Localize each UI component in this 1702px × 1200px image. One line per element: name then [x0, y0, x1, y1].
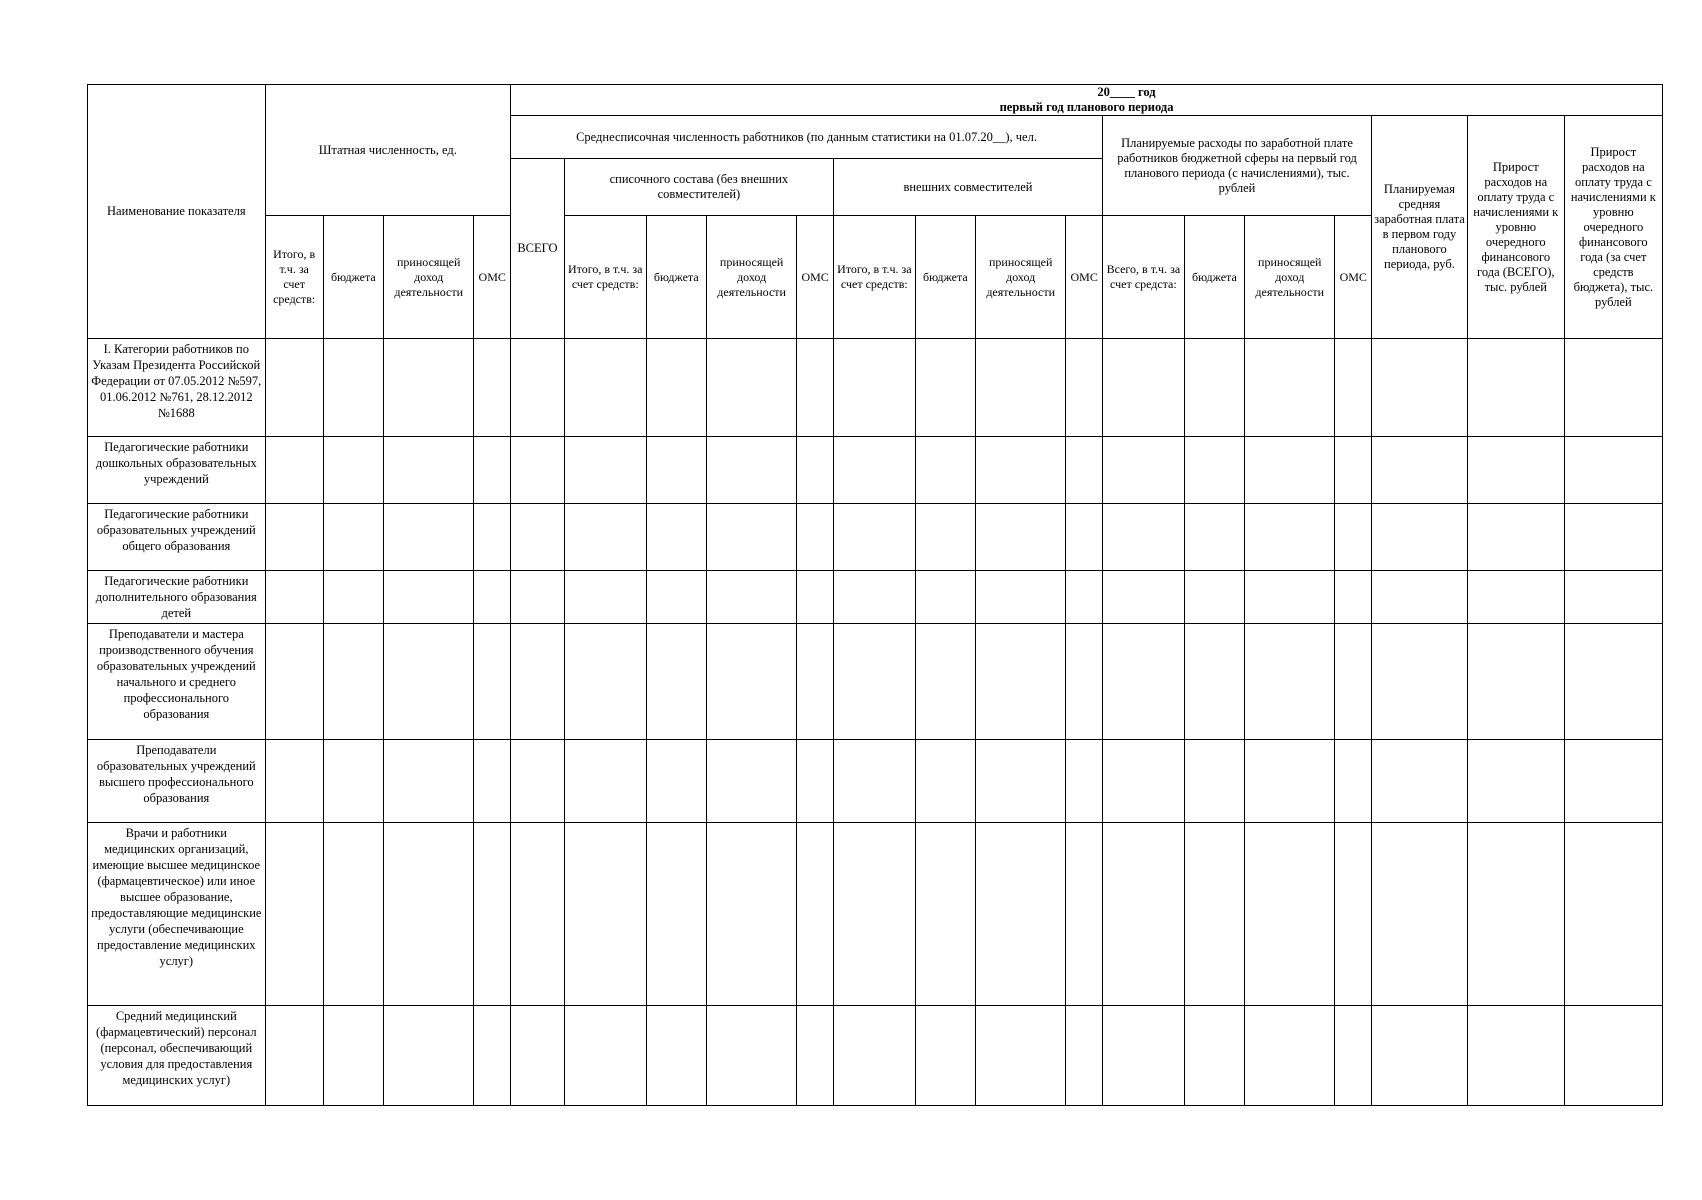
year-subtitle: первый год планового периода — [999, 100, 1174, 114]
data-cell[interactable] — [1467, 504, 1564, 571]
data-cell[interactable] — [511, 624, 565, 740]
data-cell[interactable] — [975, 823, 1065, 1006]
data-cell[interactable] — [1245, 624, 1335, 740]
data-cell[interactable] — [1184, 504, 1244, 571]
external-sub-total: Итого, в т.ч. за счет средств: — [833, 216, 915, 339]
expenses-sub-budget: бюджета — [1184, 216, 1244, 339]
data-cell[interactable] — [915, 437, 975, 504]
data-cell[interactable] — [1184, 339, 1244, 437]
table-row — [88, 437, 1663, 504]
planned-avg-salary-header: Планируемая средняя заработная плата в первом году планового периода, руб. — [1372, 116, 1468, 339]
data-cell[interactable] — [975, 437, 1065, 504]
data-cell[interactable] — [564, 1006, 646, 1106]
data-cell[interactable] — [384, 740, 474, 823]
external-staff-header: внешних совместителей — [833, 159, 1102, 216]
data-cell[interactable] — [646, 1006, 706, 1106]
data-cell[interactable] — [1184, 571, 1244, 624]
data-cell[interactable] — [511, 571, 565, 624]
data-cell[interactable] — [1184, 437, 1244, 504]
row-label: I. Категории работников по Указам Президента Российской Федерации от 07.05.2012 №597, 01.06.2012 №761, 28.12.2012 №1688 — [88, 339, 266, 437]
data-cell[interactable] — [1102, 504, 1184, 571]
data-cell[interactable] — [511, 339, 565, 437]
data-cell[interactable] — [706, 624, 796, 740]
data-cell[interactable] — [706, 823, 796, 1006]
data-cell[interactable] — [833, 1006, 915, 1106]
data-cell[interactable] — [975, 571, 1065, 624]
data-cell[interactable] — [975, 1006, 1065, 1106]
table-row — [88, 571, 1663, 624]
data-cell[interactable] — [474, 624, 511, 740]
row-label: Педагогические работники образовательных учреждений общего образования — [88, 504, 266, 571]
data-cell[interactable] — [1335, 624, 1372, 740]
data-cell[interactable] — [384, 437, 474, 504]
data-cell[interactable] — [833, 740, 915, 823]
data-cell[interactable] — [1467, 624, 1564, 740]
data-cell[interactable] — [797, 504, 834, 571]
data-cell[interactable] — [1467, 339, 1564, 437]
data-cell[interactable] — [265, 504, 323, 571]
data-cell[interactable] — [265, 571, 323, 624]
row-label: Педагогические работники дополнительного образования детей — [88, 571, 266, 624]
external-sub-oms: ОМС — [1066, 216, 1103, 339]
expenses-sub-income: приносящей доход деятельности — [1245, 216, 1335, 339]
data-cell[interactable] — [646, 339, 706, 437]
data-cell[interactable] — [564, 437, 646, 504]
data-cell[interactable] — [1245, 823, 1335, 1006]
data-cell[interactable] — [1467, 437, 1564, 504]
data-cell[interactable] — [915, 504, 975, 571]
data-cell[interactable] — [323, 823, 383, 1006]
row-label: Средний медицинский (фармацевтический) персонал (персонал, обеспечивающий условия для предоставления медицинских услуг) — [88, 1006, 266, 1106]
data-cell[interactable] — [915, 823, 975, 1006]
data-cell[interactable] — [975, 624, 1065, 740]
data-cell[interactable] — [1564, 339, 1662, 437]
data-cell[interactable] — [1245, 571, 1335, 624]
data-cell[interactable] — [1372, 624, 1468, 740]
staff-sub-income: приносящей доход деятельности — [384, 216, 474, 339]
data-cell[interactable] — [564, 823, 646, 1006]
data-cell[interactable] — [511, 504, 565, 571]
external-sub-budget: бюджета — [915, 216, 975, 339]
data-cell[interactable] — [1102, 1006, 1184, 1106]
data-cell[interactable] — [265, 437, 323, 504]
data-cell[interactable] — [1372, 504, 1468, 571]
data-cell[interactable] — [706, 740, 796, 823]
data-cell[interactable] — [1184, 740, 1244, 823]
data-cell[interactable] — [323, 504, 383, 571]
staff-count-header: Штатная численность, ед. — [265, 85, 510, 216]
data-cell[interactable] — [1372, 339, 1468, 437]
data-cell[interactable] — [1184, 624, 1244, 740]
data-cell[interactable] — [975, 740, 1065, 823]
data-cell[interactable] — [833, 624, 915, 740]
data-cell[interactable] — [1335, 1006, 1372, 1106]
data-cell[interactable] — [797, 339, 834, 437]
data-cell[interactable] — [706, 339, 796, 437]
data-cell[interactable] — [1564, 740, 1662, 823]
data-cell[interactable] — [1245, 437, 1335, 504]
data-cell[interactable] — [797, 823, 834, 1006]
data-cell[interactable] — [1102, 823, 1184, 1006]
data-cell[interactable] — [833, 437, 915, 504]
data-cell[interactable] — [1102, 437, 1184, 504]
staff-sub-oms: ОМС — [474, 216, 511, 339]
planned-expenses-header: Планируемые расходы по заработной плате работников бюджетной сферы на первый год планового периода (с начислениями), тыс. рублей — [1102, 116, 1371, 216]
avg-headcount-header: Среднесписочная численность работников (по данным статистики на 01.07.20__), чел. — [511, 116, 1103, 159]
data-cell[interactable] — [1066, 1006, 1103, 1106]
data-cell[interactable] — [1467, 740, 1564, 823]
data-cell[interactable] — [915, 740, 975, 823]
data-cell[interactable] — [833, 571, 915, 624]
total-header: ВСЕГО — [511, 159, 565, 339]
table-row — [88, 339, 1663, 437]
data-cell[interactable] — [646, 624, 706, 740]
data-cell[interactable] — [1245, 504, 1335, 571]
data-cell[interactable] — [323, 571, 383, 624]
data-cell[interactable] — [1102, 571, 1184, 624]
data-cell[interactable] — [797, 624, 834, 740]
data-cell[interactable] — [265, 1006, 323, 1106]
data-cell[interactable] — [915, 339, 975, 437]
expenses-sub-total: Всего, в т.ч. за счет средста: — [1102, 216, 1184, 339]
data-cell[interactable] — [511, 740, 565, 823]
year-header — [511, 85, 1663, 116]
data-cell[interactable] — [474, 740, 511, 823]
data-cell[interactable] — [646, 740, 706, 823]
table-row — [88, 823, 1663, 1006]
data-cell[interactable] — [474, 339, 511, 437]
data-cell[interactable] — [323, 437, 383, 504]
data-cell[interactable] — [1184, 823, 1244, 1006]
data-cell[interactable] — [975, 339, 1065, 437]
data-cell[interactable] — [797, 571, 834, 624]
data-cell[interactable] — [1066, 823, 1103, 1006]
expenses-sub-oms: ОМС — [1335, 216, 1372, 339]
data-cell[interactable] — [646, 571, 706, 624]
payroll-sub-total: Итого, в т.ч. за счет средств: — [564, 216, 646, 339]
data-cell[interactable] — [1245, 1006, 1335, 1106]
data-cell[interactable] — [384, 504, 474, 571]
data-cell[interactable] — [706, 504, 796, 571]
data-cell[interactable] — [511, 823, 565, 1006]
data-cell[interactable] — [474, 571, 511, 624]
data-cell[interactable] — [323, 1006, 383, 1106]
data-cell[interactable] — [474, 1006, 511, 1106]
data-cell[interactable] — [706, 437, 796, 504]
form-sheet — [87, 84, 1663, 1106]
data-cell[interactable] — [1372, 823, 1468, 1006]
data-cell[interactable] — [1335, 571, 1372, 624]
table-row — [88, 504, 1663, 571]
data-cell[interactable] — [1066, 740, 1103, 823]
data-cell[interactable] — [646, 504, 706, 571]
data-cell[interactable] — [265, 823, 323, 1006]
external-sub-income: приносящей доход деятельности — [975, 216, 1065, 339]
data-cell[interactable] — [1335, 504, 1372, 571]
data-cell[interactable] — [474, 823, 511, 1006]
data-cell[interactable] — [1102, 624, 1184, 740]
data-cell[interactable] — [323, 339, 383, 437]
row-label: Преподаватели образовательных учреждений высшего профессионального образования — [88, 740, 266, 823]
data-cell[interactable] — [1245, 339, 1335, 437]
row-label: Врачи и работники медицинских организаций, имеющие высшее медицинское (фармацевтическое) или иное высшее образование, предоставляющие медицинские услуги (обеспечивающие предоставление медицинских услуг) — [88, 823, 266, 1006]
data-cell[interactable] — [384, 1006, 474, 1106]
payroll-sub-income: приносящей доход деятельности — [706, 216, 796, 339]
data-cell[interactable] — [384, 624, 474, 740]
data-cell[interactable] — [1102, 339, 1184, 437]
data-cell[interactable] — [646, 437, 706, 504]
data-cell[interactable] — [1467, 823, 1564, 1006]
table-row — [88, 624, 1663, 740]
data-cell[interactable] — [797, 740, 834, 823]
data-cell[interactable] — [646, 823, 706, 1006]
data-cell[interactable] — [706, 1006, 796, 1106]
row-label: Педагогические работники дошкольных образовательных учреждений — [88, 437, 266, 504]
staff-sub-total: Итого, в т.ч. за счет средств: — [265, 216, 323, 339]
data-cell[interactable] — [384, 571, 474, 624]
data-cell[interactable] — [1372, 740, 1468, 823]
data-cell[interactable] — [1564, 1006, 1662, 1106]
row-label: Преподаватели и мастера производственного обучения образовательных учреждений начального и среднего профессионального образования — [88, 624, 266, 740]
indicator-name-header: Наименование показателя — [88, 85, 266, 339]
data-cell[interactable] — [1372, 571, 1468, 624]
table-body — [88, 339, 1663, 1106]
data-cell[interactable] — [511, 437, 565, 504]
year-title: 20____ год — [1097, 85, 1156, 99]
data-cell[interactable] — [1066, 571, 1103, 624]
data-cell[interactable] — [1335, 740, 1372, 823]
data-cell[interactable] — [511, 1006, 565, 1106]
table-row — [88, 740, 1663, 823]
data-cell[interactable] — [1564, 437, 1662, 504]
data-cell[interactable] — [1372, 1006, 1468, 1106]
data-cell[interactable] — [1564, 624, 1662, 740]
data-cell[interactable] — [1335, 437, 1372, 504]
staff-sub-budget: бюджета — [323, 216, 383, 339]
data-cell[interactable] — [1467, 1006, 1564, 1106]
data-cell[interactable] — [1102, 740, 1184, 823]
data-cell[interactable] — [474, 504, 511, 571]
growth-budget-header: Прирост расходов на оплату труда с начислениями к уровню очередного финансового года (за счет средств бюджета), тыс. рублей — [1564, 116, 1662, 339]
planning-table — [87, 84, 1663, 1106]
data-cell[interactable] — [265, 624, 323, 740]
data-cell[interactable] — [706, 571, 796, 624]
data-cell[interactable] — [1245, 740, 1335, 823]
data-cell[interactable] — [1467, 571, 1564, 624]
data-cell[interactable] — [797, 437, 834, 504]
data-cell[interactable] — [833, 823, 915, 1006]
data-cell[interactable] — [915, 624, 975, 740]
data-cell[interactable] — [915, 1006, 975, 1106]
data-cell[interactable] — [384, 823, 474, 1006]
data-cell[interactable] — [1372, 437, 1468, 504]
data-cell[interactable] — [1066, 504, 1103, 571]
data-cell[interactable] — [564, 504, 646, 571]
data-cell[interactable] — [564, 624, 646, 740]
payroll-staff-header: списочного состава (без внешних совместителей) — [564, 159, 833, 216]
growth-total-header: Прирост расходов на оплату труда с начислениями к уровню очередного финансового года (ВСЕГО), тыс. рублей — [1467, 116, 1564, 339]
data-cell[interactable] — [384, 339, 474, 437]
data-cell[interactable] — [833, 504, 915, 571]
data-cell[interactable] — [797, 1006, 834, 1106]
data-cell[interactable] — [1564, 571, 1662, 624]
data-cell[interactable] — [564, 740, 646, 823]
data-cell[interactable] — [323, 740, 383, 823]
payroll-sub-budget: бюджета — [646, 216, 706, 339]
data-cell[interactable] — [1335, 339, 1372, 437]
data-cell[interactable] — [564, 339, 646, 437]
data-cell[interactable] — [833, 339, 915, 437]
data-cell[interactable] — [1066, 339, 1103, 437]
data-cell[interactable] — [265, 740, 323, 823]
data-cell[interactable] — [1066, 437, 1103, 504]
data-cell[interactable] — [1066, 624, 1103, 740]
data-cell[interactable] — [323, 624, 383, 740]
data-cell[interactable] — [1564, 823, 1662, 1006]
data-cell[interactable] — [564, 571, 646, 624]
data-cell[interactable] — [1564, 504, 1662, 571]
data-cell[interactable] — [975, 504, 1065, 571]
table-row — [88, 1006, 1663, 1106]
data-cell[interactable] — [1184, 1006, 1244, 1106]
data-cell[interactable] — [265, 339, 323, 437]
data-cell[interactable] — [474, 437, 511, 504]
data-cell[interactable] — [1335, 823, 1372, 1006]
data-cell[interactable] — [915, 571, 975, 624]
payroll-sub-oms: ОМС — [797, 216, 834, 339]
